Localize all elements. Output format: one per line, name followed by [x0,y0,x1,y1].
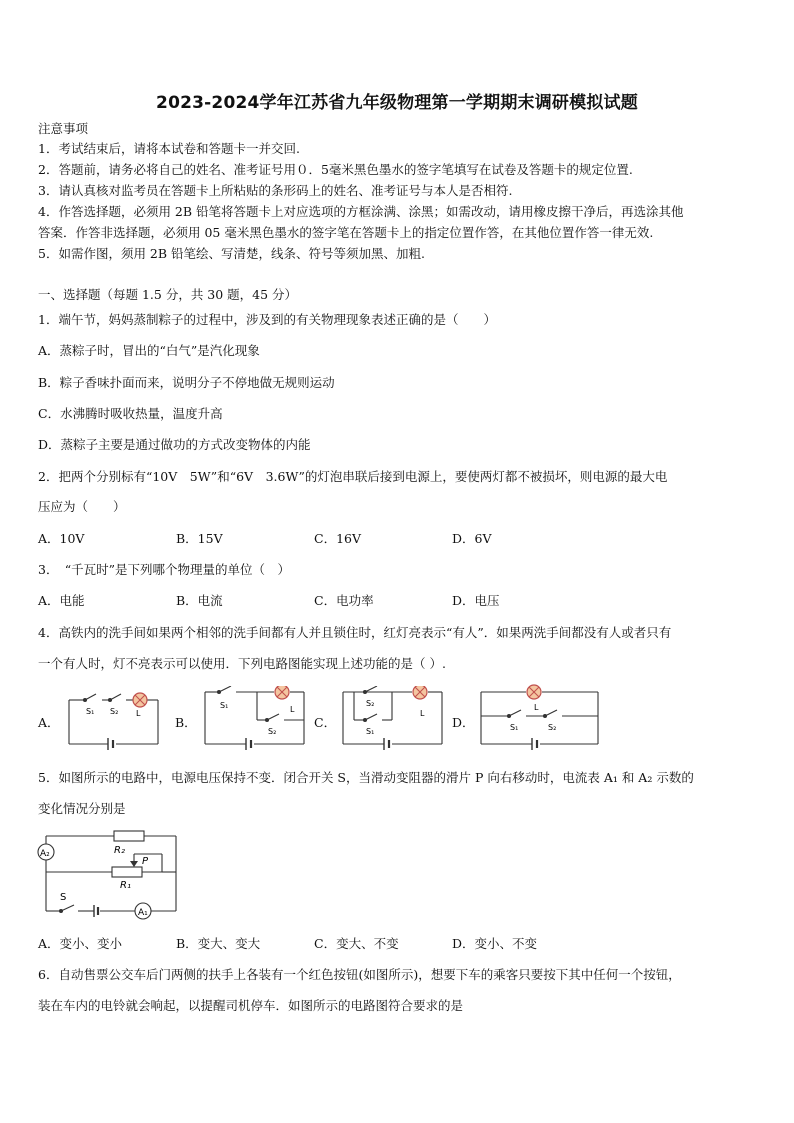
q5-r1-label: R₁ [120,880,131,891]
lamp-icon [527,685,541,699]
q5-stem-cont: 变化情况分别是 [38,801,126,816]
q5-option-d: D．变小、不变 [452,936,538,951]
q2-option-b: B．15V [176,531,223,546]
q4b-s2-label: S₂ [268,727,277,736]
q2-option-c: C．16V [314,531,361,546]
notice-item-5: 5．如需作图，须用 2B 铅笔绘、写清楚，线条、符号等须加黑、加粗. [38,246,426,261]
q4b-s1-label: S₁ [220,701,229,710]
q5-r2-label: R₂ [114,845,125,856]
q2-stem: 2．把两个分别标有“10V 5W”和“6V 3.6W”的灯泡串联后接到电源上，要使两灯都不被损坏，则电源的最大电 [38,469,668,484]
q5-options [38,936,758,952]
lamp-icon [275,686,289,699]
q4c-s2-label: S₂ [366,699,375,708]
q4d-l-label: L [534,703,539,712]
q2-option-d: D．6V [452,531,492,546]
q2-option-a: A．10V [38,531,85,546]
notice-item-4: 4．作答选择题，必须用 2B 铅笔将答题卡上对应选项的方框涂满、涂黑；如需改动，请用橡皮擦干净后，再选涂其他 [38,204,684,219]
q4-circuit-a [64,686,164,750]
lamp-icon [413,686,427,699]
q4-label-c: C． [314,715,337,730]
section-heading: 一、选择题（每题 1.5 分，共 30 题，45 分） [38,287,298,302]
notice-heading: 注意事项 [38,121,89,136]
q3-option-b: B．电流 [176,593,223,608]
exam-title: 2023-2024学年江苏省九年级物理第一学期期末调研模拟试题 [156,93,638,113]
q6-stem: 6．自动售票公交车后门两侧的扶手上各装有一个红色按钮(如图所示)，想要下车的乘客只要按下其中任何一个按钮， [38,967,681,982]
q4a-l-label: L [136,709,141,718]
q5-option-a: A．变小、变小 [38,936,123,951]
q5-option-b: B．变大、变大 [176,936,261,951]
q4a-s2-label: S₂ [110,707,119,716]
q4-circuit-d [478,680,602,750]
q4-label-a: A． [38,715,60,730]
q5-p-label: P [142,856,149,867]
q1-stem: 1．端午节，妈妈蒸制粽子的过程中，涉及到的有关物理现象表述正确的是（ ） [38,312,496,327]
q5-a1-label: A₁ [138,908,148,918]
q5-a2-label: A₂ [40,849,50,859]
notice-item-1: 1．考试结束后，请将本试卷和答题卡一并交回. [38,141,300,156]
q4-label-b: B． [175,715,197,730]
notice-item-2: 2．答题前，请务必将自己的姓名、准考证号用０．5毫米黑色墨水的签字笔填写在试卷及答题卡的规定位置. [38,162,633,177]
q1-option-a: A．蒸粽子时，冒出的“白气”是汽化现象 [38,343,260,358]
q3-option-c: C．电功率 [314,593,374,608]
q6-stem-cont: 装在车内的电铃就会响起，以提醒司机停车．如图所示的电路图符合要求的是 [38,998,464,1013]
q5-s-label: S [60,892,67,903]
q5-circuit [34,826,184,920]
notice-item-4-cont: 答案．作答非选择题，必须用 05 毫米黑色墨水的签字笔在答题卡上的指定位置作答，在其他位置作答一律无效. [38,225,654,240]
q3-stem: 3． “千瓦时”是下列哪个物理量的单位（ ） [38,562,290,577]
q4-circuit-b [202,686,308,750]
q2-options [38,531,758,547]
q4d-s2-label: S₂ [548,723,557,732]
q4-circuit-c [340,686,446,750]
q1-option-b: B．粽子香味扑面而来，说明分子不停地做无规则运动 [38,375,335,390]
q4b-l-label: L [290,705,295,714]
q3-option-d: D．电压 [452,593,500,608]
q1-option-c: C．水沸腾时吸收热量，温度升高 [38,406,223,421]
q3-options [38,593,758,609]
q3-option-a: A．电能 [38,593,85,608]
q2-stem-cont: 压应为（ ） [38,499,126,514]
q4a-s1-label: S₁ [86,707,95,716]
lamp-icon [133,693,147,707]
q1-option-d: D．蒸粽子主要是通过做功的方式改变物体的内能 [38,437,311,452]
q4c-s1-label: S₁ [366,727,375,736]
q4c-l-label: L [420,709,425,718]
q4-label-d: D． [452,715,475,730]
q4-stem: 4．高铁内的洗手间如果两个相邻的洗手间都有人并且锁住时，红灯亮表示“有人”．如果两洗手间都没有人或者只有 [38,625,672,640]
q4d-s1-label: S₁ [510,723,519,732]
q5-option-c: C．变大、不变 [314,936,399,951]
notice-item-3: 3．请认真核对监考员在答题卡上所粘贴的条形码上的姓名、准考证号与本人是否相符. [38,183,513,198]
q5-stem: 5．如图所示的电路中，电源电压保持不变．闭合开关 S，当滑动变阻器的滑片 P 向右移动时，电流表 A₁ 和 A₂ 示数的 [38,770,694,785]
slider-arrow-icon [130,861,138,867]
q4-stem-cont: 一个有人时，灯不亮表示可以使用．下列电路图能实现上述功能的是（ ）. [38,656,446,671]
